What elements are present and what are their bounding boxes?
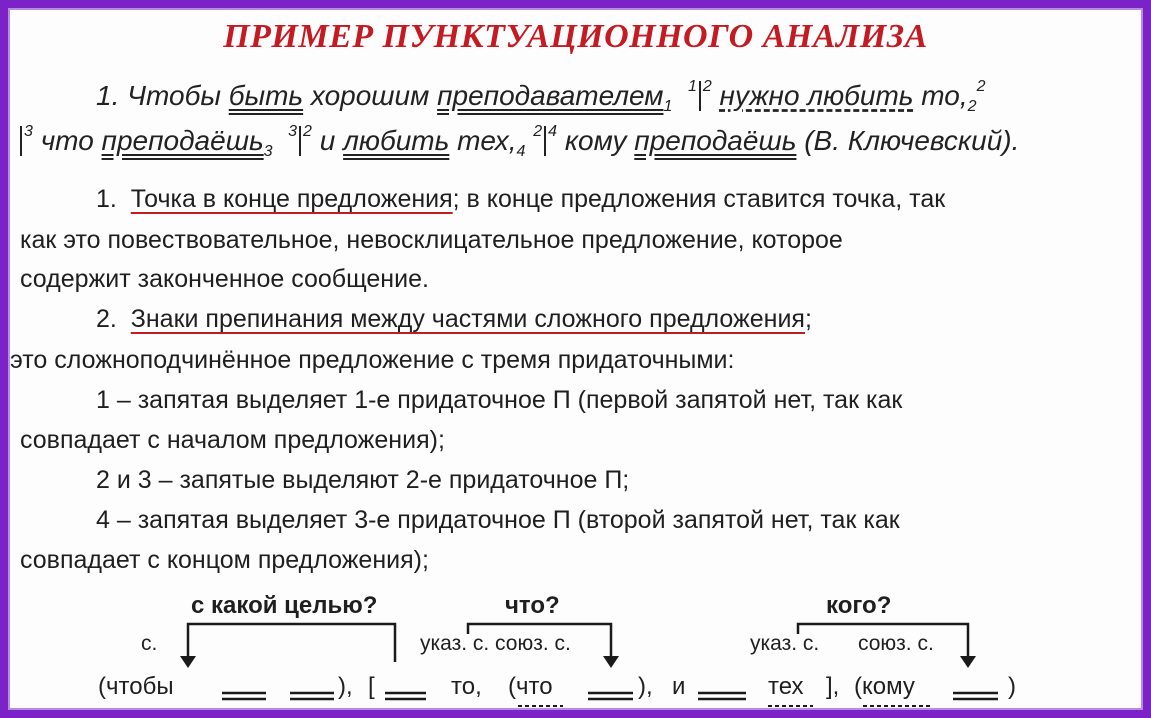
analysis-point-2 bbox=[20, 299, 1151, 339]
boundary-mark: 3 bbox=[288, 123, 298, 140]
point-text-line: совпадает с концом предложения); bbox=[20, 546, 429, 574]
boundary-bar bbox=[544, 126, 546, 156]
question-1: с какой целью? bbox=[191, 592, 378, 619]
point-text: ; в конце предложения ставится точка, так bbox=[452, 185, 946, 213]
comma-mark: 1 bbox=[663, 98, 673, 115]
example-word: что bbox=[40, 125, 94, 156]
comma-note-1: 1 – запятая выделяет 1-е придаточное П (первой запятой нет, так как bbox=[96, 386, 903, 414]
example-line-2 bbox=[18, 123, 1148, 161]
question-3: кого? bbox=[826, 592, 892, 619]
point-text: ; bbox=[804, 305, 812, 333]
label-conjunction: союз. с. bbox=[858, 632, 934, 655]
predicate-mark bbox=[698, 693, 746, 699]
page-title: ПРИМЕР ПУНКТУАЦИОННОГО АНАЛИЗА bbox=[223, 18, 928, 55]
predicate-mark bbox=[222, 693, 266, 699]
predicate-mark bbox=[385, 693, 426, 699]
arrow-head bbox=[603, 656, 619, 668]
example-line-1 bbox=[18, 78, 1151, 116]
example-predicate: преподаёшь bbox=[101, 125, 264, 156]
boundary-mark: 2 bbox=[976, 78, 986, 95]
boundary-mark: 2 bbox=[533, 123, 543, 140]
point-number: 1. bbox=[96, 185, 117, 213]
example-predicate: преподаёшь bbox=[634, 125, 797, 156]
formula-part: ), bbox=[638, 673, 653, 700]
predicate-mark bbox=[290, 693, 334, 699]
sentence-scheme bbox=[8, 586, 1151, 716]
example-number: 1. bbox=[96, 80, 120, 111]
formula-part: ], bbox=[826, 673, 840, 700]
formula-part: и bbox=[672, 673, 686, 700]
point-heading: Знаки препинания между частями сложного предложения bbox=[130, 305, 805, 333]
label-demonstrative-conjunction: указ. с. союз. с. bbox=[420, 632, 571, 655]
boundary-mark: 3 bbox=[24, 123, 33, 140]
arrow-head bbox=[180, 656, 196, 668]
comma-mark: 2 bbox=[967, 98, 977, 115]
formula-part: ), bbox=[338, 673, 353, 700]
boundary-bar bbox=[699, 81, 701, 111]
example-predicate: любить bbox=[343, 125, 450, 156]
formula-part: (кому bbox=[854, 673, 915, 700]
example-word: хорошим bbox=[310, 80, 430, 111]
comma-mark: 4 bbox=[516, 143, 526, 160]
boundary-mark: 2 bbox=[702, 78, 712, 95]
arrow-head bbox=[960, 656, 976, 668]
formula-part: (что bbox=[508, 673, 553, 700]
point-text-line: это сложноподчинённое предложение с тремя придаточными: bbox=[10, 346, 735, 374]
scheme-lines bbox=[8, 586, 1151, 716]
formula-part: то, bbox=[451, 673, 482, 700]
example-word: преподавателем bbox=[437, 80, 664, 111]
comma-mark: 3 bbox=[263, 143, 273, 160]
boundary-bar bbox=[299, 126, 301, 156]
arrow-bracket-1 bbox=[188, 624, 395, 662]
example-word: Чтобы bbox=[127, 80, 221, 111]
comma-note-3: 4 – запятая выделяет 3-е придаточное П (второй запятой нет, так как bbox=[96, 506, 900, 534]
formula-part: [ bbox=[368, 673, 375, 700]
point-heading: Точка в конце предложения bbox=[130, 185, 453, 213]
point-text-line: как это повествовательное, невосклицательное предложение, которое bbox=[20, 226, 843, 254]
example-source: (В. Ключевский). bbox=[804, 125, 1020, 156]
formula-part: (чтобы bbox=[98, 673, 174, 700]
example-word: то, bbox=[921, 80, 968, 111]
predicate-mark bbox=[588, 693, 633, 699]
analysis-point-1 bbox=[20, 179, 1151, 219]
point-text-line: содержит законченное сообщение. bbox=[20, 265, 429, 293]
example-predicate: нужно любить bbox=[719, 80, 914, 111]
comma-note-2: 2 и 3 – запятые выделяют 2-е придаточное П; bbox=[96, 466, 630, 494]
point-text-line: совпадает с началом предложения); bbox=[20, 426, 445, 454]
boundary-mark: 4 bbox=[548, 123, 558, 140]
example-word: кому bbox=[564, 125, 627, 156]
label-demonstrative: указ. с. bbox=[750, 632, 820, 655]
formula-part: ) bbox=[1008, 673, 1016, 700]
boundary-bar bbox=[20, 126, 22, 156]
point-number: 2. bbox=[96, 305, 117, 333]
predicate-mark bbox=[953, 693, 998, 699]
example-predicate: быть bbox=[228, 80, 304, 111]
formula-part: тех bbox=[768, 673, 804, 700]
question-2: что? bbox=[505, 592, 560, 619]
label-conjunction: с. bbox=[141, 632, 158, 655]
boundary-mark: 1 bbox=[687, 78, 697, 95]
boundary-mark: 2 bbox=[303, 123, 312, 140]
example-word: тех, bbox=[457, 125, 517, 156]
example-word: и bbox=[319, 125, 336, 156]
